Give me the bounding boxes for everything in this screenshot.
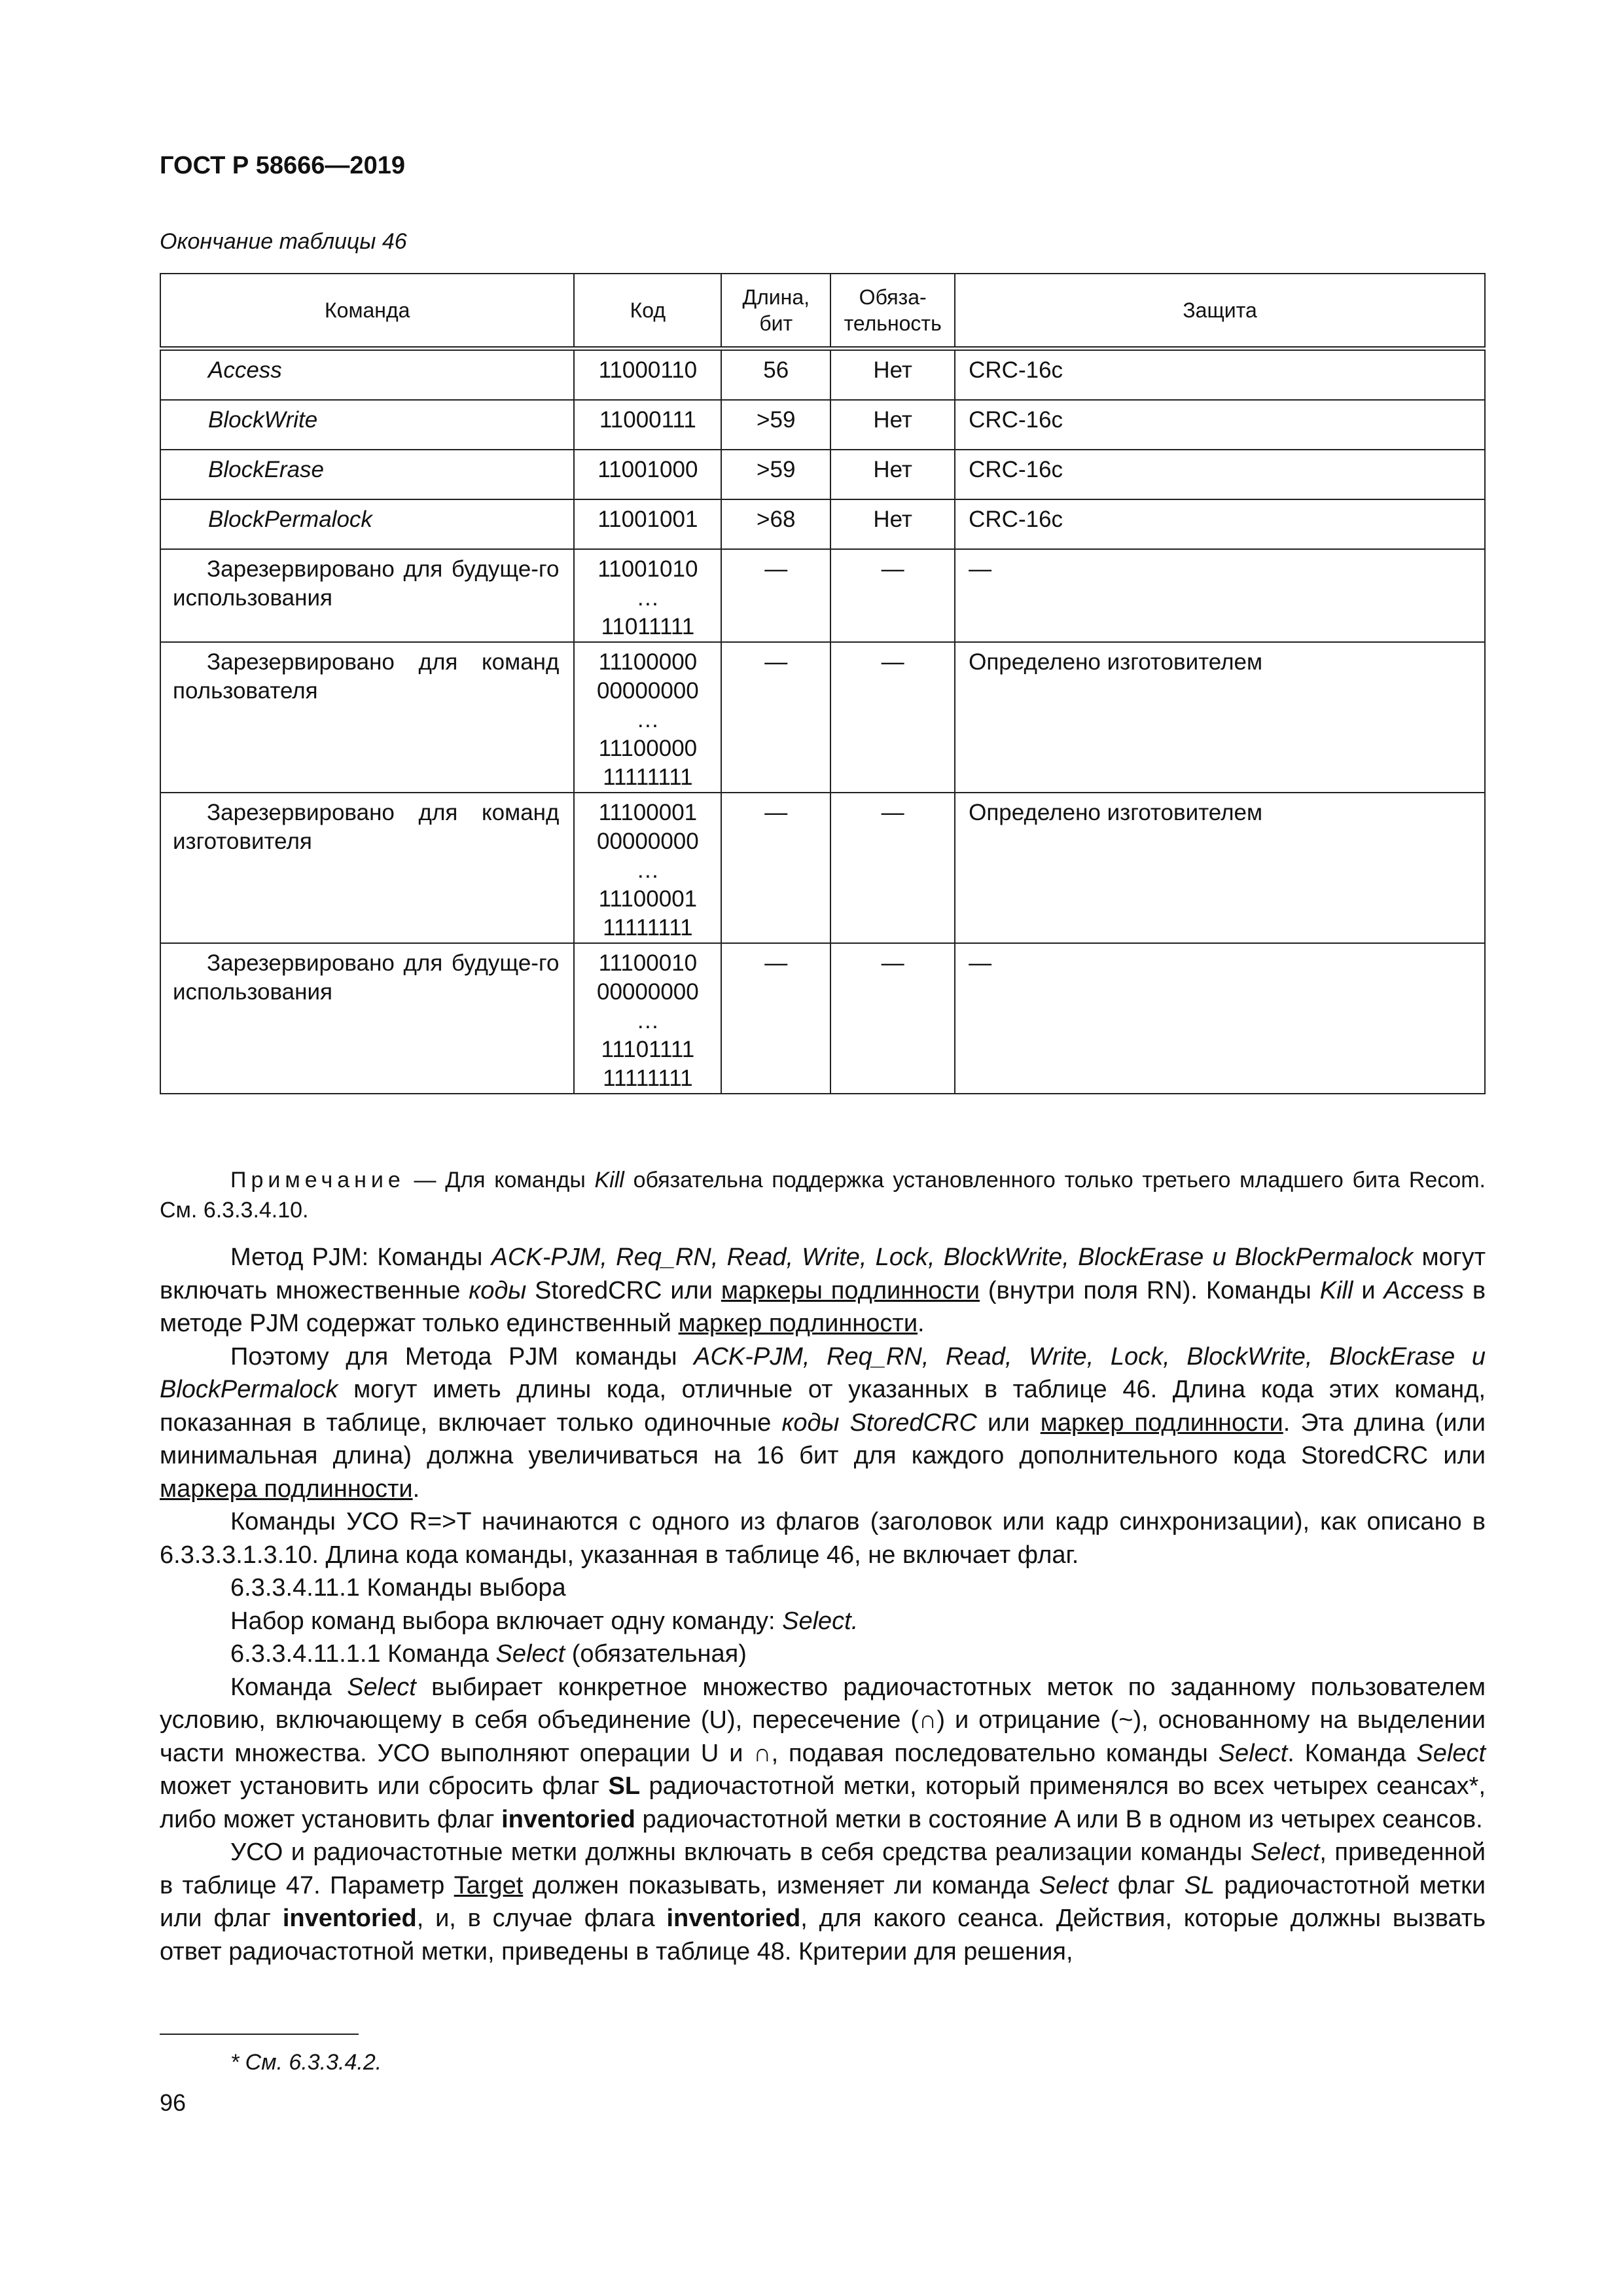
- text-segment: SL: [608, 1772, 641, 1800]
- code-line: 11000110: [598, 357, 698, 383]
- text-segment: .: [918, 1310, 925, 1337]
- command-cell: BlockErase: [160, 450, 574, 499]
- text-segment: в методе PJM содержат только единственный: [160, 1276, 1486, 1337]
- document-header: ГОСТ Р 58666—2019: [160, 152, 405, 179]
- note-segment: Примечание: [230, 1168, 405, 1193]
- text-segment: Select: [1039, 1871, 1109, 1899]
- code-line: 11111111: [603, 1066, 693, 1091]
- command-cell: Зарезервировано для будуще-го использования: [160, 549, 574, 642]
- mandatory-cell: Нет: [830, 450, 955, 499]
- text-segment: Набор команд выбора включает одну команду:: [230, 1607, 783, 1635]
- mandatory-cell: Нет: [830, 400, 955, 450]
- code-line: …: [636, 585, 660, 611]
- command-cell: Зарезервировано для команд пользователя: [160, 642, 574, 793]
- code-line: …: [636, 857, 660, 883]
- code-line: 11111111: [603, 764, 693, 790]
- table-column-header: [721, 274, 830, 349]
- text-segment: (обязательная): [565, 1640, 747, 1668]
- text-segment: выбирает конкретное множество радиочастотных меток по заданному пользователем условию, включающему в себя объединение (U), пересечение (∩) и отрицание (~), основанному на выделении части множества. УСО выполняют операции U и ∩, подавая последовательно команды: [160, 1673, 1486, 1767]
- command-cell: Access: [160, 349, 574, 401]
- column-header-line: Обяза-: [859, 285, 927, 309]
- table-header-row: [160, 274, 1485, 349]
- table-row: [160, 793, 1485, 943]
- text-segment: StoredCRC или: [526, 1276, 721, 1304]
- table-row: [160, 642, 1485, 793]
- command-cell: Зарезервировано для будуще-го использования: [160, 943, 574, 1094]
- paragraph: [160, 1505, 1486, 1571]
- text-segment: и: [1353, 1276, 1384, 1304]
- length-cell: —: [721, 642, 830, 793]
- length-cell: >59: [721, 400, 830, 450]
- paragraph: [160, 1605, 1486, 1638]
- protection-cell: CRC-16c: [955, 499, 1485, 549]
- table-row: [160, 450, 1485, 499]
- text-segment: SL: [1184, 1871, 1215, 1899]
- text-segment: маркеры подлинности: [721, 1276, 980, 1304]
- text-segment: коды: [469, 1276, 527, 1304]
- text-segment: inventoried: [666, 1905, 801, 1932]
- text-segment: . Эта длина (или минимальная длина) должна увеличиваться на 16 бит для каждого дополнительного кода StoredCRC или: [160, 1408, 1486, 1469]
- code-line: 00000000: [597, 829, 699, 854]
- mandatory-cell: —: [830, 793, 955, 943]
- text-segment: , и, в случае флага: [416, 1905, 667, 1932]
- code-line: 11100001: [598, 800, 698, 825]
- text-segment: маркер подлинности: [678, 1310, 918, 1337]
- protection-cell: CRC-16c: [955, 349, 1485, 401]
- paragraph: [160, 1340, 1486, 1506]
- table-row: [160, 499, 1485, 549]
- text-segment: ACK-PJM, Req_RN, Read, Write, Lock, BlockWrite, BlockErase: [491, 1244, 1204, 1271]
- code-cell: [574, 943, 721, 1094]
- column-header-line: Защита: [1183, 298, 1257, 322]
- commands-table: [160, 273, 1486, 1094]
- footnote: * См. 6.3.3.4.2.: [230, 2050, 382, 2075]
- protection-cell: Определено изготовителем: [955, 642, 1485, 793]
- column-header-line: Команда: [325, 298, 410, 322]
- paragraph: [160, 1836, 1486, 1968]
- paragraph: [160, 1571, 1486, 1605]
- text-segment: Kill: [1319, 1276, 1353, 1304]
- text-segment: маркера подлинности: [160, 1475, 413, 1503]
- text-segment: Target: [454, 1871, 524, 1899]
- text-segment: inventoried: [501, 1805, 635, 1833]
- code-line: 11001000: [597, 457, 698, 482]
- table-note: [160, 1165, 1486, 1225]
- code-line: 00000000: [597, 979, 699, 1005]
- code-line: …: [636, 1008, 660, 1033]
- column-header-line: Код: [630, 298, 666, 322]
- code-line: 11100010: [598, 950, 698, 976]
- text-segment: . Команда: [1287, 1739, 1417, 1767]
- table-column-header: [830, 274, 955, 349]
- column-header-line: бит: [759, 312, 793, 335]
- table-caption: Окончание таблицы 46: [160, 229, 407, 254]
- protection-cell: CRC-16c: [955, 450, 1485, 499]
- code-line: 00000000: [597, 678, 699, 704]
- text-segment: коды StoredCRC: [781, 1408, 977, 1437]
- text-segment: Команда: [230, 1673, 348, 1701]
- text-segment: 6.3.3.4.11.1 Команды выбора: [230, 1574, 566, 1602]
- protection-cell: —: [955, 943, 1485, 1094]
- text-segment: Select: [1218, 1739, 1288, 1767]
- text-segment: радиочастотной метки, который применялся во всех четырех сеансах*, либо может установить флаг: [160, 1772, 1486, 1833]
- length-cell: —: [721, 793, 830, 943]
- code-line: 11100001: [598, 886, 698, 912]
- code-line: 11101111: [601, 1037, 695, 1062]
- column-header-line: тельность: [844, 312, 942, 335]
- text-segment: могут включать множественные: [160, 1244, 1486, 1304]
- text-segment: Select: [1250, 1839, 1320, 1866]
- length-cell: >59: [721, 450, 830, 499]
- text-segment: могут иметь длины кода, отличные от указанных в таблице 46. Длина кода этих команд, показанная в таблице, включает только одиночные: [160, 1376, 1486, 1437]
- length-cell: —: [721, 549, 830, 642]
- code-cell: [574, 450, 721, 499]
- code-cell: [574, 793, 721, 943]
- body-text: [160, 1241, 1486, 1968]
- text-segment: маркер подлинности: [1040, 1408, 1283, 1437]
- paragraph: [160, 1671, 1486, 1837]
- length-cell: —: [721, 943, 830, 1094]
- note-segment: — Для команды: [404, 1168, 595, 1193]
- code-line: …: [636, 707, 660, 732]
- table-row: [160, 943, 1485, 1094]
- code-line: 11011111: [601, 614, 695, 639]
- text-segment: Метод PJM: Команды: [230, 1244, 491, 1271]
- paragraph: [160, 1241, 1486, 1340]
- command-cell: Зарезервировано для команд изготовителя: [160, 793, 574, 943]
- command-cell: BlockWrite: [160, 400, 574, 450]
- text-segment: (внутри поля RN). Команды: [980, 1276, 1320, 1304]
- code-line: 11100000: [598, 736, 698, 761]
- table-column-header: [574, 274, 721, 349]
- text-segment: Команды УСО R=>T начинаются с одного из флагов (заголовок или кадр синхронизации), как описано в 6.3.3.3.1.3.10. Длина кода команды, указанная в таблице 46, не включает флаг.: [160, 1508, 1486, 1569]
- text-segment: Access: [1383, 1276, 1464, 1304]
- code-line: 11111111: [603, 915, 693, 941]
- table-row: [160, 400, 1485, 450]
- code-cell: [574, 549, 721, 642]
- text-segment: BlockPermalock: [1234, 1244, 1414, 1271]
- length-cell: >68: [721, 499, 830, 549]
- text-segment: флаг: [1108, 1871, 1185, 1899]
- table-column-header: [955, 274, 1485, 349]
- length-cell: 56: [721, 349, 830, 401]
- text-segment: Select.: [782, 1607, 859, 1635]
- text-segment: 6.3.3.4.11.1.1 Команда: [230, 1640, 496, 1668]
- code-cell: [574, 400, 721, 450]
- code-line: 11100000: [598, 649, 698, 675]
- table-row: [160, 349, 1485, 401]
- page-number: 96: [160, 2089, 187, 2116]
- mandatory-cell: —: [830, 549, 955, 642]
- mandatory-cell: Нет: [830, 499, 955, 549]
- code-cell: [574, 349, 721, 401]
- text-segment: и: [1204, 1244, 1235, 1271]
- mandatory-cell: —: [830, 642, 955, 793]
- table-row: [160, 549, 1485, 642]
- text-segment: , для какого сеанса. Действия, которые должны вызвать ответ радиочастотной метки, приведены в таблице 48. Критерии для решения,: [160, 1905, 1486, 1965]
- table-column-header: [160, 274, 574, 349]
- mandatory-cell: —: [830, 943, 955, 1094]
- code-line: 11001001: [597, 507, 698, 532]
- paragraph: [160, 1638, 1486, 1671]
- code-line: 11000111: [599, 407, 696, 433]
- text-segment: УСО и радиочастотные метки должны включать в себя средства реализации команды: [230, 1839, 1251, 1866]
- text-segment: , приведенной в таблице 47. Параметр: [160, 1839, 1486, 1899]
- text-segment: ACK-PJM, Req_RN, Read, Write, Lock, BlockWrite, BlockErase и BlockPermalock: [160, 1342, 1486, 1403]
- footnote-divider: [160, 2034, 359, 2035]
- text-segment: может установить или сбросить флаг: [160, 1772, 609, 1800]
- column-header-line: Длина,: [742, 285, 810, 309]
- text-segment: должен показывать, изменяет ли команда: [523, 1871, 1039, 1899]
- protection-cell: —: [955, 549, 1485, 642]
- text-segment: .: [412, 1475, 420, 1503]
- protection-cell: CRC-16c: [955, 400, 1485, 450]
- code-cell: [574, 642, 721, 793]
- protection-cell: Определено изготовителем: [955, 793, 1485, 943]
- note-segment: Kill: [594, 1168, 624, 1193]
- text-segment: или: [976, 1408, 1041, 1437]
- text-segment: Поэтому для Метода PJM команды: [230, 1342, 694, 1371]
- text-segment: Select: [347, 1673, 416, 1701]
- command-cell: BlockPermalock: [160, 499, 574, 549]
- note-segment: обязательна поддержка установленного только третьего младшего бита Recom. См. 6.3.3.4.10.: [160, 1168, 1486, 1223]
- code-line: 11001010: [597, 556, 698, 582]
- code-cell: [574, 499, 721, 549]
- mandatory-cell: Нет: [830, 349, 955, 401]
- text-segment: Select: [1416, 1739, 1486, 1767]
- text-segment: радиочастотной метки в состояние A или B в одном из четырех сеансов.: [635, 1805, 1483, 1833]
- text-segment: inventoried: [282, 1905, 417, 1932]
- text-segment: радиочастотной метки или флаг: [160, 1871, 1486, 1932]
- text-segment: Select: [495, 1640, 565, 1668]
